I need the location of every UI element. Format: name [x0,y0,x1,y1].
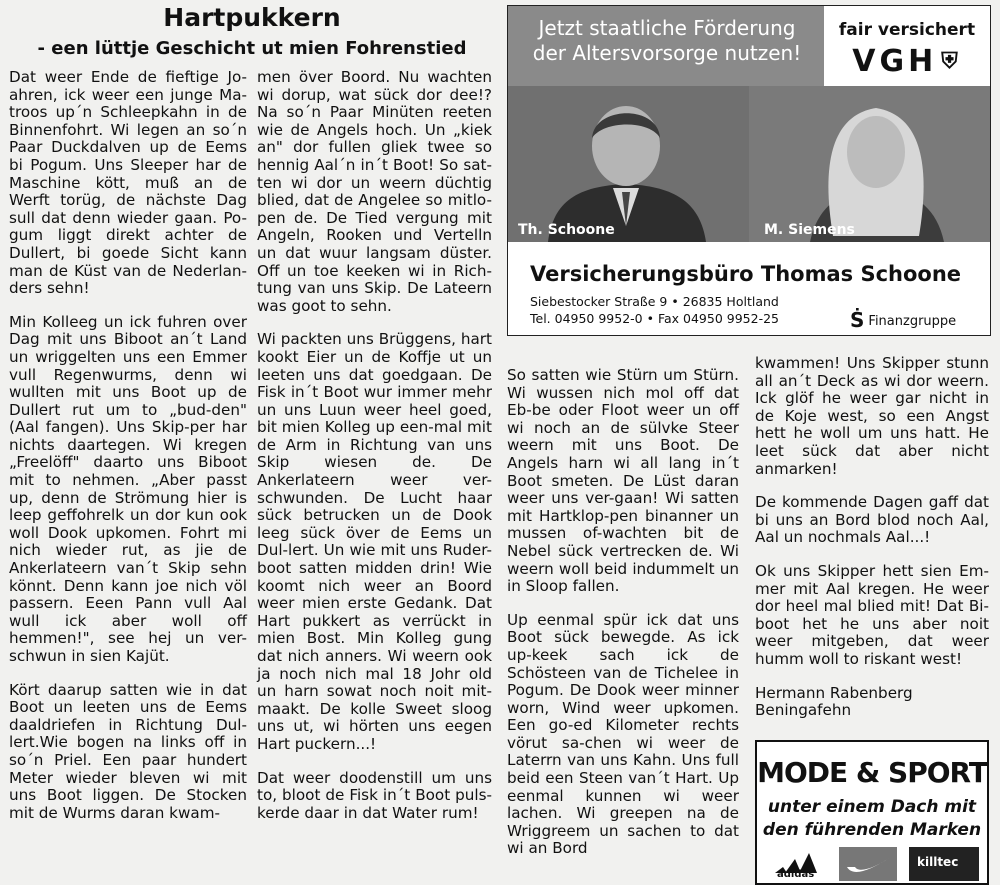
mode-sport-advertisement [755,740,989,885]
article-column-1 [9,69,247,838]
brand-logos [765,847,985,879]
mode-sport-line-1: unter einem Dach mit [767,797,977,817]
person-2-face [847,116,905,188]
paragraph: Dat weer Ende de fieftige Jo-ahren, ick weer een junge Ma-troos up´n Schleepkahn in de Binnenfohrt. Wi legen an so´n Paar Duckdalven up de Eems bi Pogum. Uns Sleeper har de Maschine kött, muß an de Werft torüg, de nächste Dag sull dat denn wieder gaan. Po-gum liggt direkt achter de Dullert, bi goede Sicht kann man de Küst van de Nederlan-ders sehn! [9,68,247,298]
ad-photos [508,86,990,242]
paragraph: Dat weer doodenstill um uns to, bloot de Fisk in´t Boot puls-kerde daar in dat Water rum! [257,768,492,822]
paragraph: De kommende Dagen gaff dat bi uns an Bord blod noch Aal, Aal un nochmals Aal...! [755,493,989,547]
paragraph: Min Kolleeg un ick fuhren over Dag mit uns Biboot an´t Land un wriggelten uns een Emmer vull Regenwurms, denn wi wullten mit uns Boot up de Dullert rut um to „bud-den" (Aal fangen). Uns Skip-per har nichts daartegen. Wi kregen „Freelöff" daarto uns Biboot mit to nehmen. „Aber passt up, denn de Strömung hier is leep geffohrelk un dor kun ook woll Dook upkomen. Fohrt mi nich wieder rut, as jie de Ankerlateern van´t Skip sehn könnt. Denn kann joe nich völ passern. Eeen Pann vull Aal wull ick aber woll off hemmen!", see hej un ver-schwun in sien Kajüt. [9,312,247,665]
sparkasse-finanzgruppe-logo [850,308,956,332]
paragraph: Ok uns Skipper hett sien Em-mer mit Aal kregen. He weer dor heel mal blied mit! Dat Bi-boot het he uns aber noit weer mitgeben, dat weer humm woll to riskant west! [755,561,989,668]
vgh-logo [824,6,990,86]
paragraph: Up eenmal spür ick dat uns Boot sück bewegde. As ick up-keek sach ick de Schösteen van de Tichelee in Pogum. De Dook weer minner worn, Wind weer upkomen. Een go-ed Kilometer rechts vörut sa-chen wi weer de Laterrn van uns Kahn. Uns full beid een Steen van´t Hart. Up eenmal kunnen wi weer lachen. Wi greepen na de Wriggreem un sachen to dat wi an Bord [507,610,739,858]
ad-headline-line-2: der Altersvorsorge nutzen! [532,41,802,65]
vgh-advertisement [507,5,991,336]
horse-shield-icon: ⛨ [941,49,962,74]
sparkasse-icon: Ṡ [850,308,865,332]
paragraph: men över Boord. Nu wachten wi dorup, wat sück dor dee!? Na so´n Paar Minüten reeten wie de Angels hoch. Un „kiek an" dor fullen gliek twee so hennig Aal´n in´t Boot! So sat-ten wi dor un weern düchtig blied, dat de Angelee so mitlo-pen de. De Tied vergung mit Angeln, Rooken und Vertelln un dat wuur langsam düster. Off un toe keeken wi in Rich-tung van uns Skip. De Lateern was goot to sehn. [257,68,492,315]
article-subtitle: - een lüttje Geschicht ut mien Fohrenstied [37,38,467,59]
article-column-4 [755,355,989,736]
killtec-logo [909,847,979,881]
finanzgruppe-label: Finanzgruppe [868,314,957,329]
mode-sport-line-2: den führenden Marken [762,820,982,840]
nike-swoosh-icon [839,847,897,881]
ad-address: Siebestocker Straße 9 • 26835 Holtland [530,294,779,309]
author-signature: Hermann Rabenberg Beningafehn [755,683,913,720]
article-column-2 [257,69,492,838]
mode-sport-title: MODE & SPORT [757,756,987,789]
vgh-brand [824,44,990,79]
article-title: Hartpukkern [163,3,341,32]
ad-headline-line-1: Jetzt staatliche Förderung [538,16,796,40]
ad-phone: Tel. 04950 9952-0 • Fax 04950 9952-25 [530,311,779,326]
paragraph: kwammen! Uns Skipper stunn all an´t Deck as wi dor weern. Ick glöf he weer gar nicht in de Koje west, so een Angst hett he woll um uns hatt. He leet sück dat aber nicht anmarken! [755,354,989,478]
paragraph: Kört daarup satten wie in dat Boot un leeten uns de Eems daaldriefen in Richtung Dul-lert.Wie bogen na links off in so´n Priel. Een paar hundert Meter wieder bleven wi mit uns Boot liggen. De Stocken mit de Wurms daran kwam- [9,680,247,822]
person-1-name: Th. Schoone [518,222,615,238]
adidas-logo [769,847,827,881]
article-column-3 [507,367,739,874]
adidas-label: adidas [777,869,815,880]
ad-company-name: Versicherungsbüro Thomas Schoone [530,262,962,286]
vgh-brand-text: VGH [852,44,938,79]
killtec-label: killtec [917,855,959,869]
nike-logo [839,847,897,881]
paragraph: Wi packten uns Brüggens, hart kookt Eier un de Koffje ut un leeten uns dat goedgaan. De Fisk in´t Boot wur immer mehr un uns Luun weer heel goed, bit mien Kolleg up een-mal mit de Arm in Richtung van uns Skip wiesen de. De Ankerlateern weer ver-schwunden. De Lucht haar sück betrucken un de Dook leeg sück över de Eems un Dul-lert. Un wie mit uns Ruder-boot satten midden drin! Wie koomt nich weer an Boord weer mien erste Gedank. Dat Hart pukkert as verrückt in mien Bost. Min Kolleg gung dat nich anners. Wi weern ook ja noch nich mal 18 Johr old un harn sowat noch noit mit-maakt. De kolle Sweet sloog uns ut, wi hörten uns eegen Hart puckern...! [257,330,492,753]
vgh-slogan: fair versichert [838,20,976,40]
ad-headline [514,16,820,66]
ad-banner [508,6,824,86]
person-2-name: M. Siemens [764,222,855,238]
paragraph: So satten wie Stürn um Stürn. Wi wussen nich mol off dat Eb-be oder Floot weer un off wi noch an de sülvke Steer weern mit uns Boot. De Angels harn wi all lang in´t Boot smeten. De Lüst daran weer uns ver-gaan! Wi satten mit Hartklop-pen binanner un mussen of-wachten bit de Nebel sück vertrecken de. Wi weern woll beid indummelt un in Sloop fallen. [507,366,739,596]
portrait-photos [508,86,990,242]
